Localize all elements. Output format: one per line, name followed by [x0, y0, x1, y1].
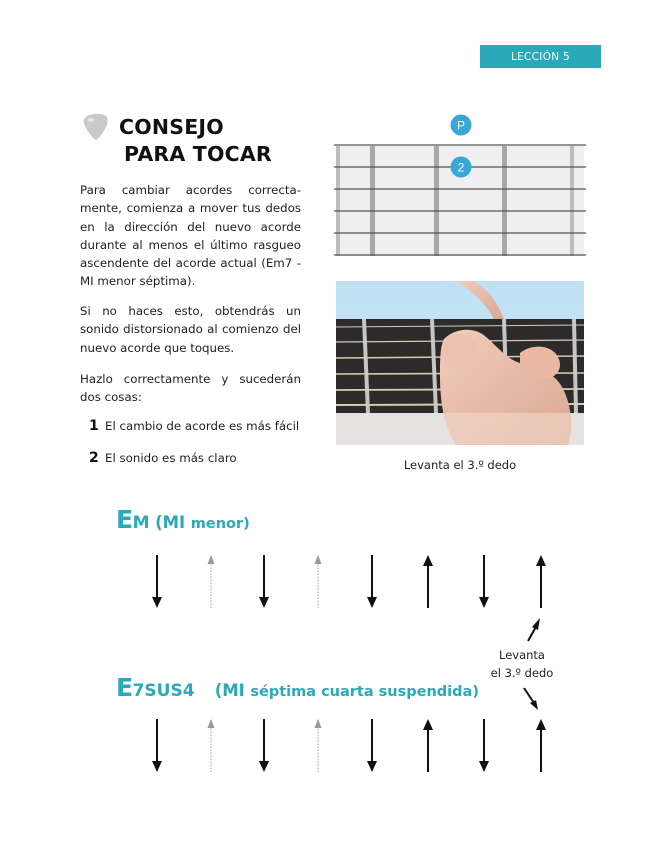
strum-up-arrow-icon	[423, 555, 433, 608]
list-number: 2	[89, 450, 99, 466]
chord-fretboard-diagram	[330, 110, 590, 260]
chord-name: (MI	[155, 513, 186, 532]
strum-up-arrow-icon	[536, 555, 546, 608]
chord-title-e7sus4	[116, 673, 479, 702]
lesson-badge: LECCIÓN 5	[480, 45, 601, 68]
chord-name: (MI	[214, 681, 245, 700]
tip-paragraph-1: Para cambiar acordes correcta-mente, comienza a mover tus dedos en la dirección del nuevo acorde durante al menos el último rasgueo ascendente del acorde actual (Em7 - MI menor séptima).	[80, 183, 301, 289]
list-number: 1	[89, 418, 99, 434]
annotation-line1: Levanta	[499, 648, 545, 662]
strum-down-arrow-icon	[259, 555, 269, 608]
tip-title-line2: PARA TOCAR	[124, 142, 272, 166]
chord-name-rest: séptima cuarta suspendida)	[250, 684, 479, 700]
change-chord-arrow-down-icon	[524, 688, 538, 710]
chord-symbol-main: E	[116, 505, 133, 534]
lift-finger-annotation	[470, 646, 574, 682]
list-text: El sonido es más claro	[105, 451, 237, 465]
photo-caption: Levanta el 3.º dedo	[403, 458, 517, 472]
tip-paragraph-3: Hazlo correctamente y sucederán dos cosas:	[80, 372, 301, 405]
tip-title-line1: CONSEJO	[119, 115, 224, 139]
finger-marker	[451, 157, 472, 178]
hand-on-fretboard-photo	[336, 281, 584, 445]
chord-symbol-rest: 7SUS4	[132, 681, 195, 701]
chord-symbol-main: E	[116, 673, 133, 702]
list-item	[89, 418, 299, 434]
tip-title	[119, 114, 272, 168]
strum-muted-up-arrow-icon	[315, 719, 322, 772]
chord-symbol-rest: M	[132, 513, 150, 533]
chord-name-rest: menor)	[190, 516, 250, 532]
guitar-pick-icon	[80, 111, 110, 141]
list-item	[89, 450, 237, 466]
strum-up-arrow-icon	[423, 719, 433, 772]
finger-marker-label: 2	[457, 160, 465, 175]
strum-down-arrow-icon	[152, 719, 162, 772]
strum-muted-up-arrow-icon	[208, 719, 215, 772]
strum-down-arrow-icon	[152, 555, 162, 608]
strum-down-arrow-icon	[259, 719, 269, 772]
chord-title-em	[116, 505, 250, 534]
strum-down-arrow-icon	[367, 555, 377, 608]
strum-down-arrow-icon	[367, 719, 377, 772]
open-marker-label: P	[456, 118, 466, 133]
strum-down-arrow-icon	[479, 555, 489, 608]
tip-paragraph-2: Si no haces esto, obtendrás un sonido distorsionado al comienzo del nuevo acorde que toques.	[80, 304, 301, 355]
strum-down-arrow-icon	[479, 719, 489, 772]
strum-up-arrow-icon	[536, 719, 546, 772]
change-chord-arrow-up-icon	[528, 618, 540, 641]
strum-muted-up-arrow-icon	[208, 555, 215, 608]
strum-muted-up-arrow-icon	[315, 555, 322, 608]
open-string-marker	[451, 115, 472, 136]
list-text: El cambio de acorde es más fácil	[105, 419, 300, 433]
annotation-line2: el 3.º dedo	[490, 666, 554, 680]
